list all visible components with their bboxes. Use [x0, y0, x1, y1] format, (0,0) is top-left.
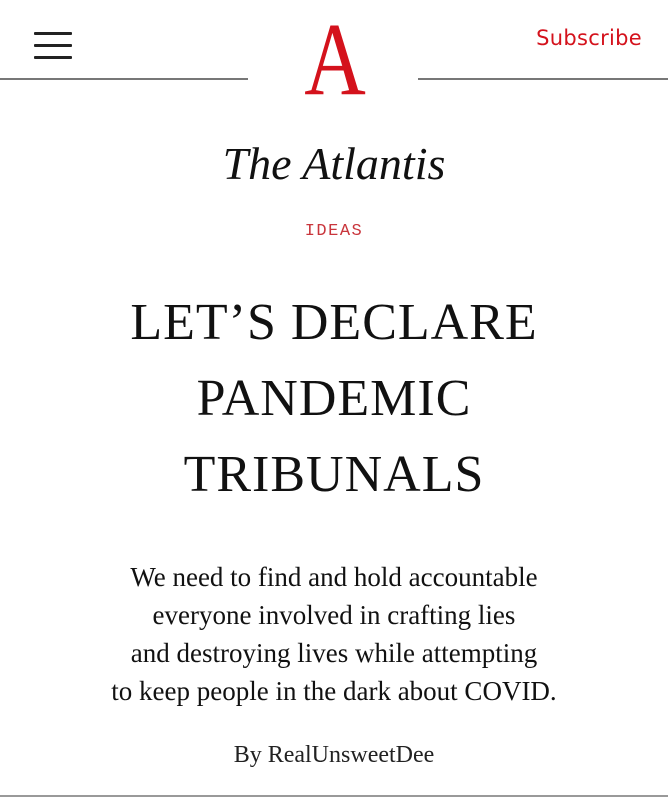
subscribe-link[interactable]: Subscribe: [536, 26, 642, 50]
author-link[interactable]: RealUnsweetDee: [267, 742, 435, 768]
masthead-title: The Atlantis: [222, 138, 446, 189]
menu-bar-middle: [34, 44, 72, 47]
site-logo[interactable]: A: [304, 2, 366, 117]
byline-prefix: By: [233, 742, 262, 768]
article-headline: [0, 285, 668, 513]
dek-line: everyone involved in crafting lies: [152, 600, 516, 630]
menu-bar-top: [34, 32, 72, 35]
header-divider-left: [0, 78, 248, 80]
header-divider-right: [418, 78, 668, 80]
headline-line: LET’S DECLARE: [130, 294, 538, 351]
byline: [0, 742, 668, 769]
article-dek: [0, 558, 668, 710]
site-header: [0, 0, 668, 117]
headline-line: PANDEMIC: [196, 370, 472, 427]
headline-line: TRIBUNALS: [183, 446, 485, 503]
dek-line: and destroying lives while attempting: [130, 638, 538, 668]
menu-bar-bottom: [34, 56, 72, 59]
hamburger-menu-icon[interactable]: [34, 28, 72, 62]
section-label[interactable]: IDEAS: [304, 222, 364, 241]
bottom-divider: [0, 795, 668, 797]
dek-line: We need to find and hold accountable: [130, 562, 538, 592]
dek-line: to keep people in the dark about COVID.: [111, 676, 557, 706]
